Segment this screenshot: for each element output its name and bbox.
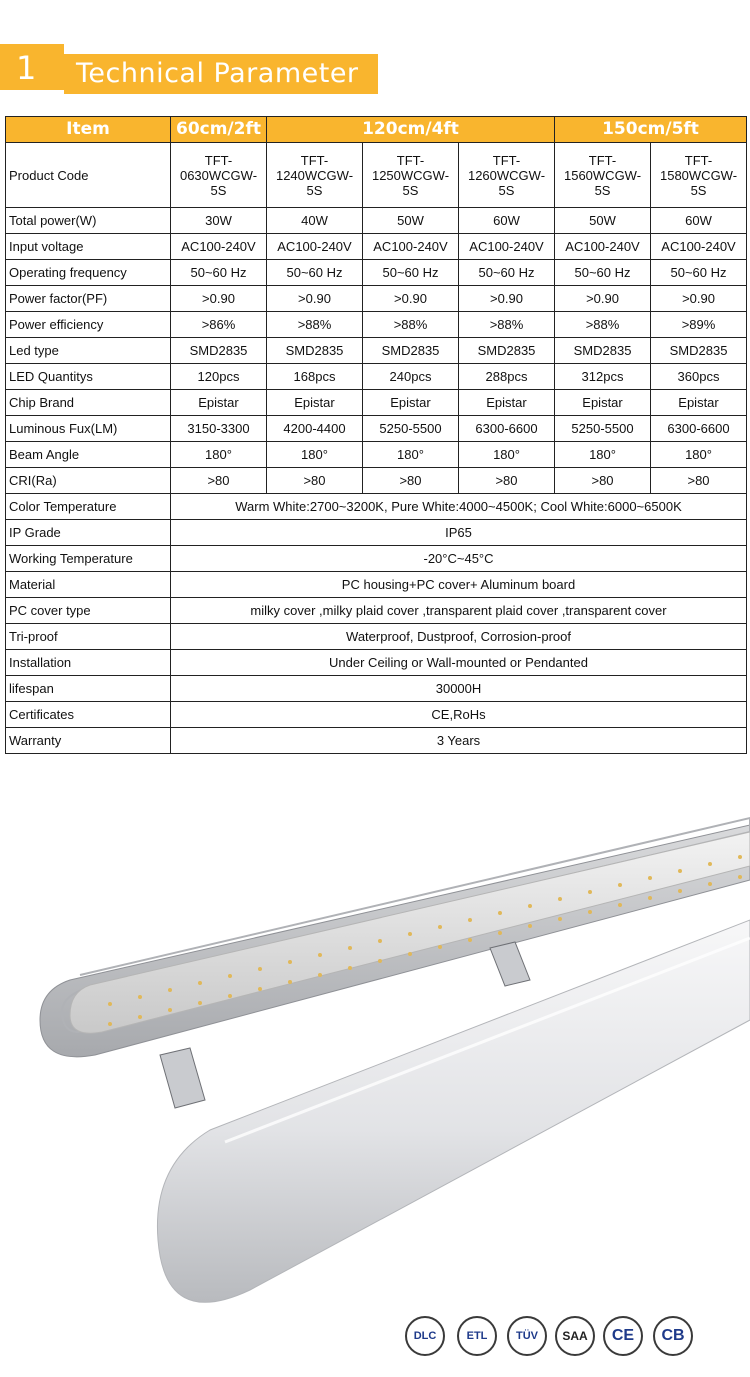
tri-proof-light-illustration <box>0 770 750 1325</box>
spec-row <box>6 468 747 494</box>
row-label: Tri-proof <box>6 624 171 650</box>
spec-cell: 50W <box>363 208 459 234</box>
spec-cell: SMD2835 <box>363 338 459 364</box>
spec-row <box>6 728 747 754</box>
row-label: PC cover type <box>6 598 171 624</box>
spec-cell: AC100-240V <box>363 234 459 260</box>
spec-cell: 120pcs <box>171 364 267 390</box>
spec-cell: SMD2835 <box>459 338 555 364</box>
spec-merged-cell: 3 Years <box>171 728 747 754</box>
spec-cell: >80 <box>171 468 267 494</box>
spec-merged-cell: IP65 <box>171 520 747 546</box>
spec-cell: 4200-4400 <box>267 416 363 442</box>
spec-merged-cell: Warm White:2700~3200K, Pure White:4000~4500K; Cool White:6000~6500K <box>171 494 747 520</box>
spec-cell: AC100-240V <box>459 234 555 260</box>
header-group-120cm: 120cm/4ft <box>267 117 555 143</box>
row-label: Total power(W) <box>6 208 171 234</box>
spec-row <box>6 312 747 338</box>
spec-cell: >80 <box>459 468 555 494</box>
spec-cell: 5250-5500 <box>363 416 459 442</box>
spec-cell: 6300-6600 <box>651 416 747 442</box>
row-label: lifespan <box>6 676 171 702</box>
spec-cell: 180° <box>651 442 747 468</box>
spec-row <box>6 624 747 650</box>
row-label: Chip Brand <box>6 390 171 416</box>
certification-badges <box>403 1316 703 1360</box>
spec-cell: AC100-240V <box>555 234 651 260</box>
spec-cell: >0.90 <box>267 286 363 312</box>
product-code-cell: TFT- 0630WCGW- 5S <box>171 143 267 208</box>
spec-cell: 288pcs <box>459 364 555 390</box>
spec-cell: AC100-240V <box>171 234 267 260</box>
spec-cell: 180° <box>171 442 267 468</box>
spec-cell: >0.90 <box>651 286 747 312</box>
spec-merged-cell: Under Ceiling or Wall-mounted or Pendanted <box>171 650 747 676</box>
spec-cell: >0.90 <box>171 286 267 312</box>
spec-table <box>5 116 747 754</box>
spec-cell: >80 <box>267 468 363 494</box>
spec-cell: AC100-240V <box>267 234 363 260</box>
spec-cell: >88% <box>459 312 555 338</box>
spec-cell: >0.90 <box>363 286 459 312</box>
row-label: Color Temperature <box>6 494 171 520</box>
spec-cell: >80 <box>363 468 459 494</box>
spec-row <box>6 442 747 468</box>
etl-certification-icon: ETL <box>457 1316 497 1356</box>
section-number: 1 <box>16 49 37 87</box>
spec-merged-cell: -20°C~45°C <box>171 546 747 572</box>
spec-cell: 6300-6600 <box>459 416 555 442</box>
spec-cell: 30W <box>171 208 267 234</box>
saa-certification-icon: SAA <box>555 1316 595 1356</box>
spec-header-row <box>6 117 747 143</box>
spec-cell: >88% <box>555 312 651 338</box>
spec-cell: 360pcs <box>651 364 747 390</box>
spec-cell: SMD2835 <box>171 338 267 364</box>
spec-cell: 50~60 Hz <box>363 260 459 286</box>
spec-merged-cell: Waterproof, Dustproof, Corrosion-proof <box>171 624 747 650</box>
spec-cell: 180° <box>363 442 459 468</box>
spec-cell: 240pcs <box>363 364 459 390</box>
row-label: Product Code <box>6 143 171 208</box>
row-label: Operating frequency <box>6 260 171 286</box>
header-group-60cm: 60cm/2ft <box>171 117 267 143</box>
spec-cell: Epistar <box>171 390 267 416</box>
row-label: Warranty <box>6 728 171 754</box>
spec-cell: >0.90 <box>555 286 651 312</box>
spec-merged-cell: 30000H <box>171 676 747 702</box>
spec-row <box>6 676 747 702</box>
spec-cell: 50~60 Hz <box>555 260 651 286</box>
section-title-box <box>64 54 378 94</box>
product-code-cell: TFT- 1260WCGW- 5S <box>459 143 555 208</box>
product-code-cell: TFT- 1560WCGW- 5S <box>555 143 651 208</box>
tuv-certification-icon: TÜV <box>507 1316 547 1356</box>
spec-cell: 50~60 Hz <box>459 260 555 286</box>
spec-cell: 3150-3300 <box>171 416 267 442</box>
spec-cell: Epistar <box>651 390 747 416</box>
spec-cell: 60W <box>459 208 555 234</box>
spec-cell: Epistar <box>459 390 555 416</box>
dlc-certification-icon: DLC <box>405 1316 445 1356</box>
spec-row <box>6 520 747 546</box>
row-label: Working Temperature <box>6 546 171 572</box>
row-label: Certificates <box>6 702 171 728</box>
spec-row <box>6 286 747 312</box>
product-code-cell: TFT- 1240WCGW- 5S <box>267 143 363 208</box>
spec-merged-cell: PC housing+PC cover+ Aluminum board <box>171 572 747 598</box>
spec-row <box>6 598 747 624</box>
spec-row <box>6 416 747 442</box>
spec-cell: >80 <box>555 468 651 494</box>
spec-merged-cell: CE,RoHs <box>171 702 747 728</box>
spec-cell: >89% <box>651 312 747 338</box>
ce-certification-icon: CE <box>603 1316 643 1356</box>
spec-cell: >88% <box>267 312 363 338</box>
section-number-box <box>0 44 64 90</box>
spec-cell: >0.90 <box>459 286 555 312</box>
row-label: LED Quantitys <box>6 364 171 390</box>
spec-cell: 50~60 Hz <box>651 260 747 286</box>
spec-cell: SMD2835 <box>555 338 651 364</box>
spec-cell: AC100-240V <box>651 234 747 260</box>
product-code-cell: TFT- 1250WCGW- 5S <box>363 143 459 208</box>
spec-cell: 168pcs <box>267 364 363 390</box>
spec-row <box>6 260 747 286</box>
spec-row <box>6 390 747 416</box>
spec-row <box>6 572 747 598</box>
header-group-150cm: 150cm/5ft <box>555 117 747 143</box>
spec-cell: >86% <box>171 312 267 338</box>
spec-cell: SMD2835 <box>267 338 363 364</box>
spec-cell: 60W <box>651 208 747 234</box>
spec-cell: Epistar <box>363 390 459 416</box>
row-label: Input voltage <box>6 234 171 260</box>
row-label: Led type <box>6 338 171 364</box>
spec-row <box>6 338 747 364</box>
section-header <box>0 0 750 100</box>
spec-row <box>6 494 747 520</box>
spec-cell: 50~60 Hz <box>267 260 363 286</box>
spec-row <box>6 364 747 390</box>
spec-cell: 5250-5500 <box>555 416 651 442</box>
row-label: IP Grade <box>6 520 171 546</box>
spec-cell: 180° <box>267 442 363 468</box>
spec-cell: >80 <box>651 468 747 494</box>
cb-certification-icon: CB <box>653 1316 693 1356</box>
spec-cell: 180° <box>555 442 651 468</box>
product-code-row <box>6 143 747 208</box>
spec-cell: >88% <box>363 312 459 338</box>
spec-cell: 50W <box>555 208 651 234</box>
row-label: Power factor(PF) <box>6 286 171 312</box>
spec-row <box>6 234 747 260</box>
row-label: Power efficiency <box>6 312 171 338</box>
row-label: Installation <box>6 650 171 676</box>
row-label: Beam Angle <box>6 442 171 468</box>
spec-row <box>6 208 747 234</box>
product-code-cell: TFT- 1580WCGW- 5S <box>651 143 747 208</box>
spec-cell: 40W <box>267 208 363 234</box>
section-title: Technical Parameter <box>76 58 359 89</box>
spec-cell: 312pcs <box>555 364 651 390</box>
spec-cell: 180° <box>459 442 555 468</box>
product-image <box>0 770 750 1325</box>
row-label: CRI(Ra) <box>6 468 171 494</box>
row-label: Luminous Fux(LM) <box>6 416 171 442</box>
spec-row <box>6 650 747 676</box>
spec-cell: SMD2835 <box>651 338 747 364</box>
header-item: Item <box>6 117 171 143</box>
spec-merged-cell: milky cover ,milky plaid cover ,transparent plaid cover ,transparent cover <box>171 598 747 624</box>
spec-cell: Epistar <box>555 390 651 416</box>
spec-row <box>6 546 747 572</box>
spec-cell: 50~60 Hz <box>171 260 267 286</box>
spec-row <box>6 702 747 728</box>
row-label: Material <box>6 572 171 598</box>
spec-cell: Epistar <box>267 390 363 416</box>
